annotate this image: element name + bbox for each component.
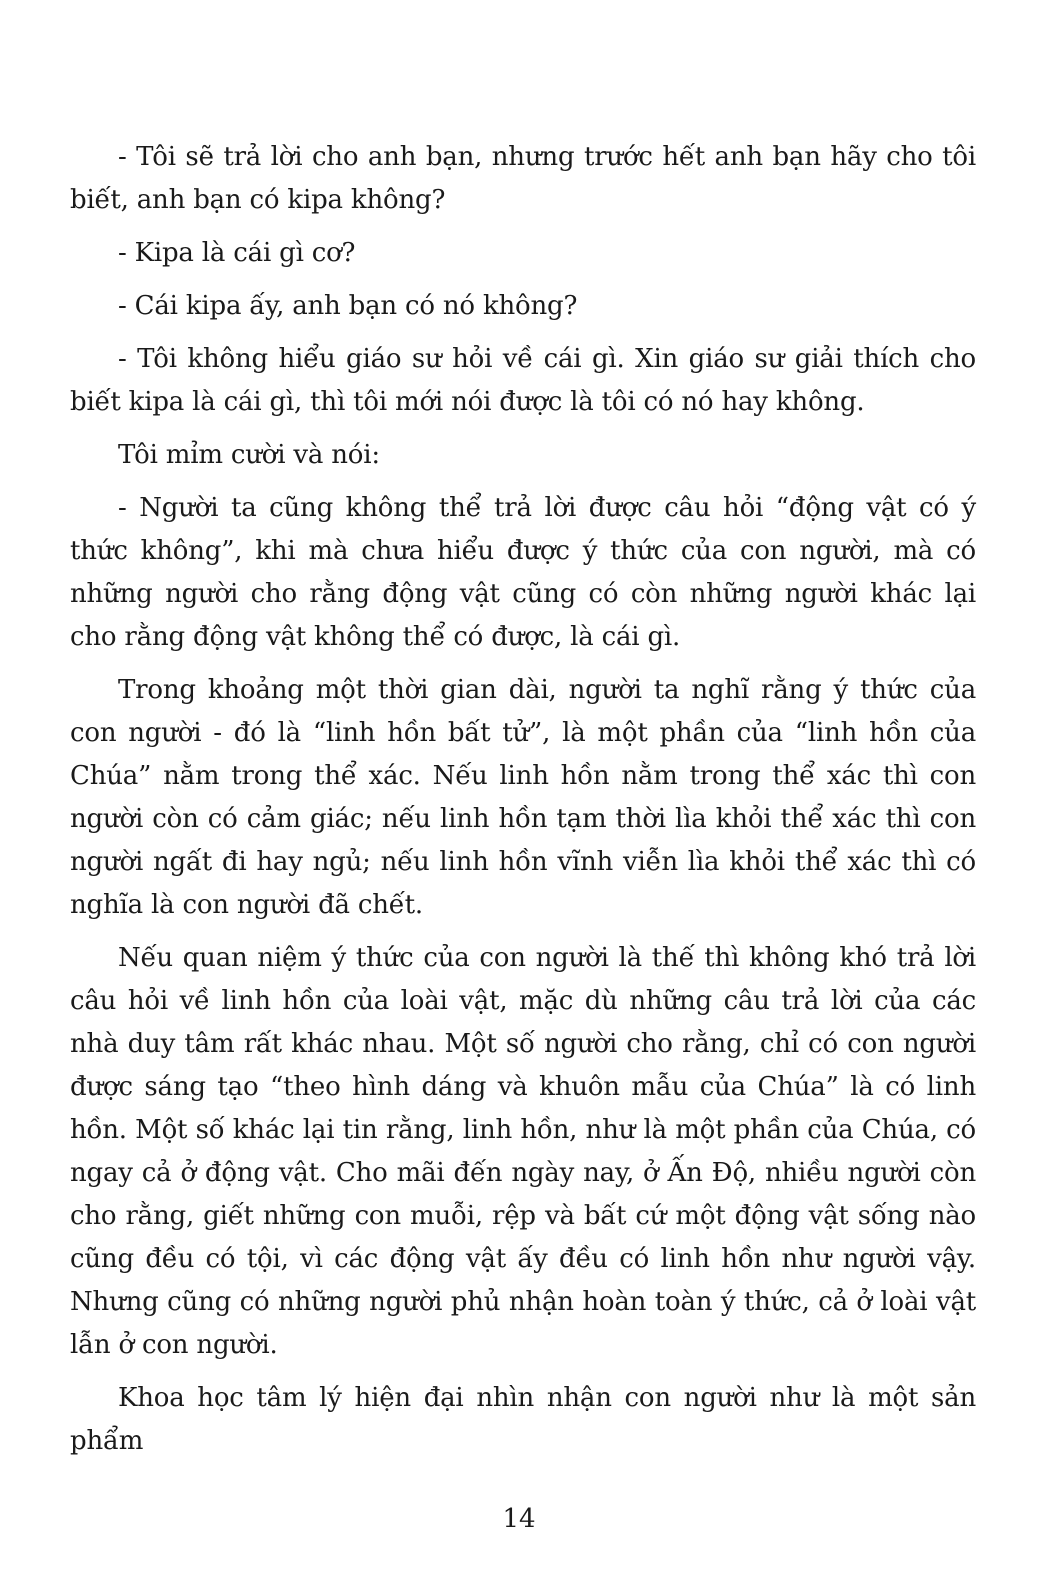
paragraph-4: - Tôi không hiểu giáo sư hỏi về cái gì. Xin giáo sư giải thích cho biết kipa là cái gì, thì tôi mới nói được là tôi có nó hay không. [70,344,976,417]
paragraph-8: Nếu quan niệm ý thức của con người là thế thì không khó trả lời câu hỏi về linh hồn của loài vật, mặc dù những câu trả lời của các nhà duy tâm rất khác nhau. Một số người cho rằng, chỉ có con người được sáng tạo “theo hình dáng và khuôn mẫu của Chúa” là có linh hồn. Một số khác lại tin rằng, linh hồn, như là một phần của Chúa, có ngay cả ở động vật. Cho mãi đến ngày nay, ở Ấn Độ, nhiều người còn cho rằng, giết những con muỗi, rệp và bất cứ một động vật sống nào cũng đều có tội, vì các động vật ấy đều có linh hồn như người vậy. Nhưng cũng có những người phủ nhận hoàn toàn ý thức, cả ở loài vật lẫn ở con người. [70,943,976,1360]
paragraph-9: Khoa học tâm lý hiện đại nhìn nhận con người như là một sản phẩm [70,1383,976,1456]
paragraph-3: - Cái kipa ấy, anh bạn có nó không? [118,291,578,321]
paragraph-6: - Người ta cũng không thể trả lời được câu hỏi “động vật có ý thức không”, khi mà chưa hiểu được ý thức của con người, mà có những người cho rằng động vật cũng có còn những người khác lại cho rằng động vật không thể có được, là cái gì. [70,493,976,652]
paragraph-5: Tôi mỉm cười và nói: [118,440,380,470]
paragraph-2: - Kipa là cái gì cơ? [118,238,356,268]
paragraph-7: Trong khoảng một thời gian dài, người ta nghĩ rằng ý thức của con người - đó là “linh hồn bất tử”, là một phần của “linh hồn của Chúa” nằm trong thể xác. Nếu linh hồn nằm trong thể xác thì con người còn có cảm giác; nếu linh hồn tạm thời lìa khỏi thể xác thì con người ngất đi hay ngủ; nếu linh hồn vĩnh viễn lìa khỏi thể xác thì có nghĩa là con người đã chết. [70,675,976,920]
page-body [70,136,976,1473]
paragraph-1: - Tôi sẽ trả lời cho anh bạn, nhưng trước hết anh bạn hãy cho tôi biết, anh bạn có kipa không? [70,142,976,215]
page-number: 14 [502,1504,536,1534]
